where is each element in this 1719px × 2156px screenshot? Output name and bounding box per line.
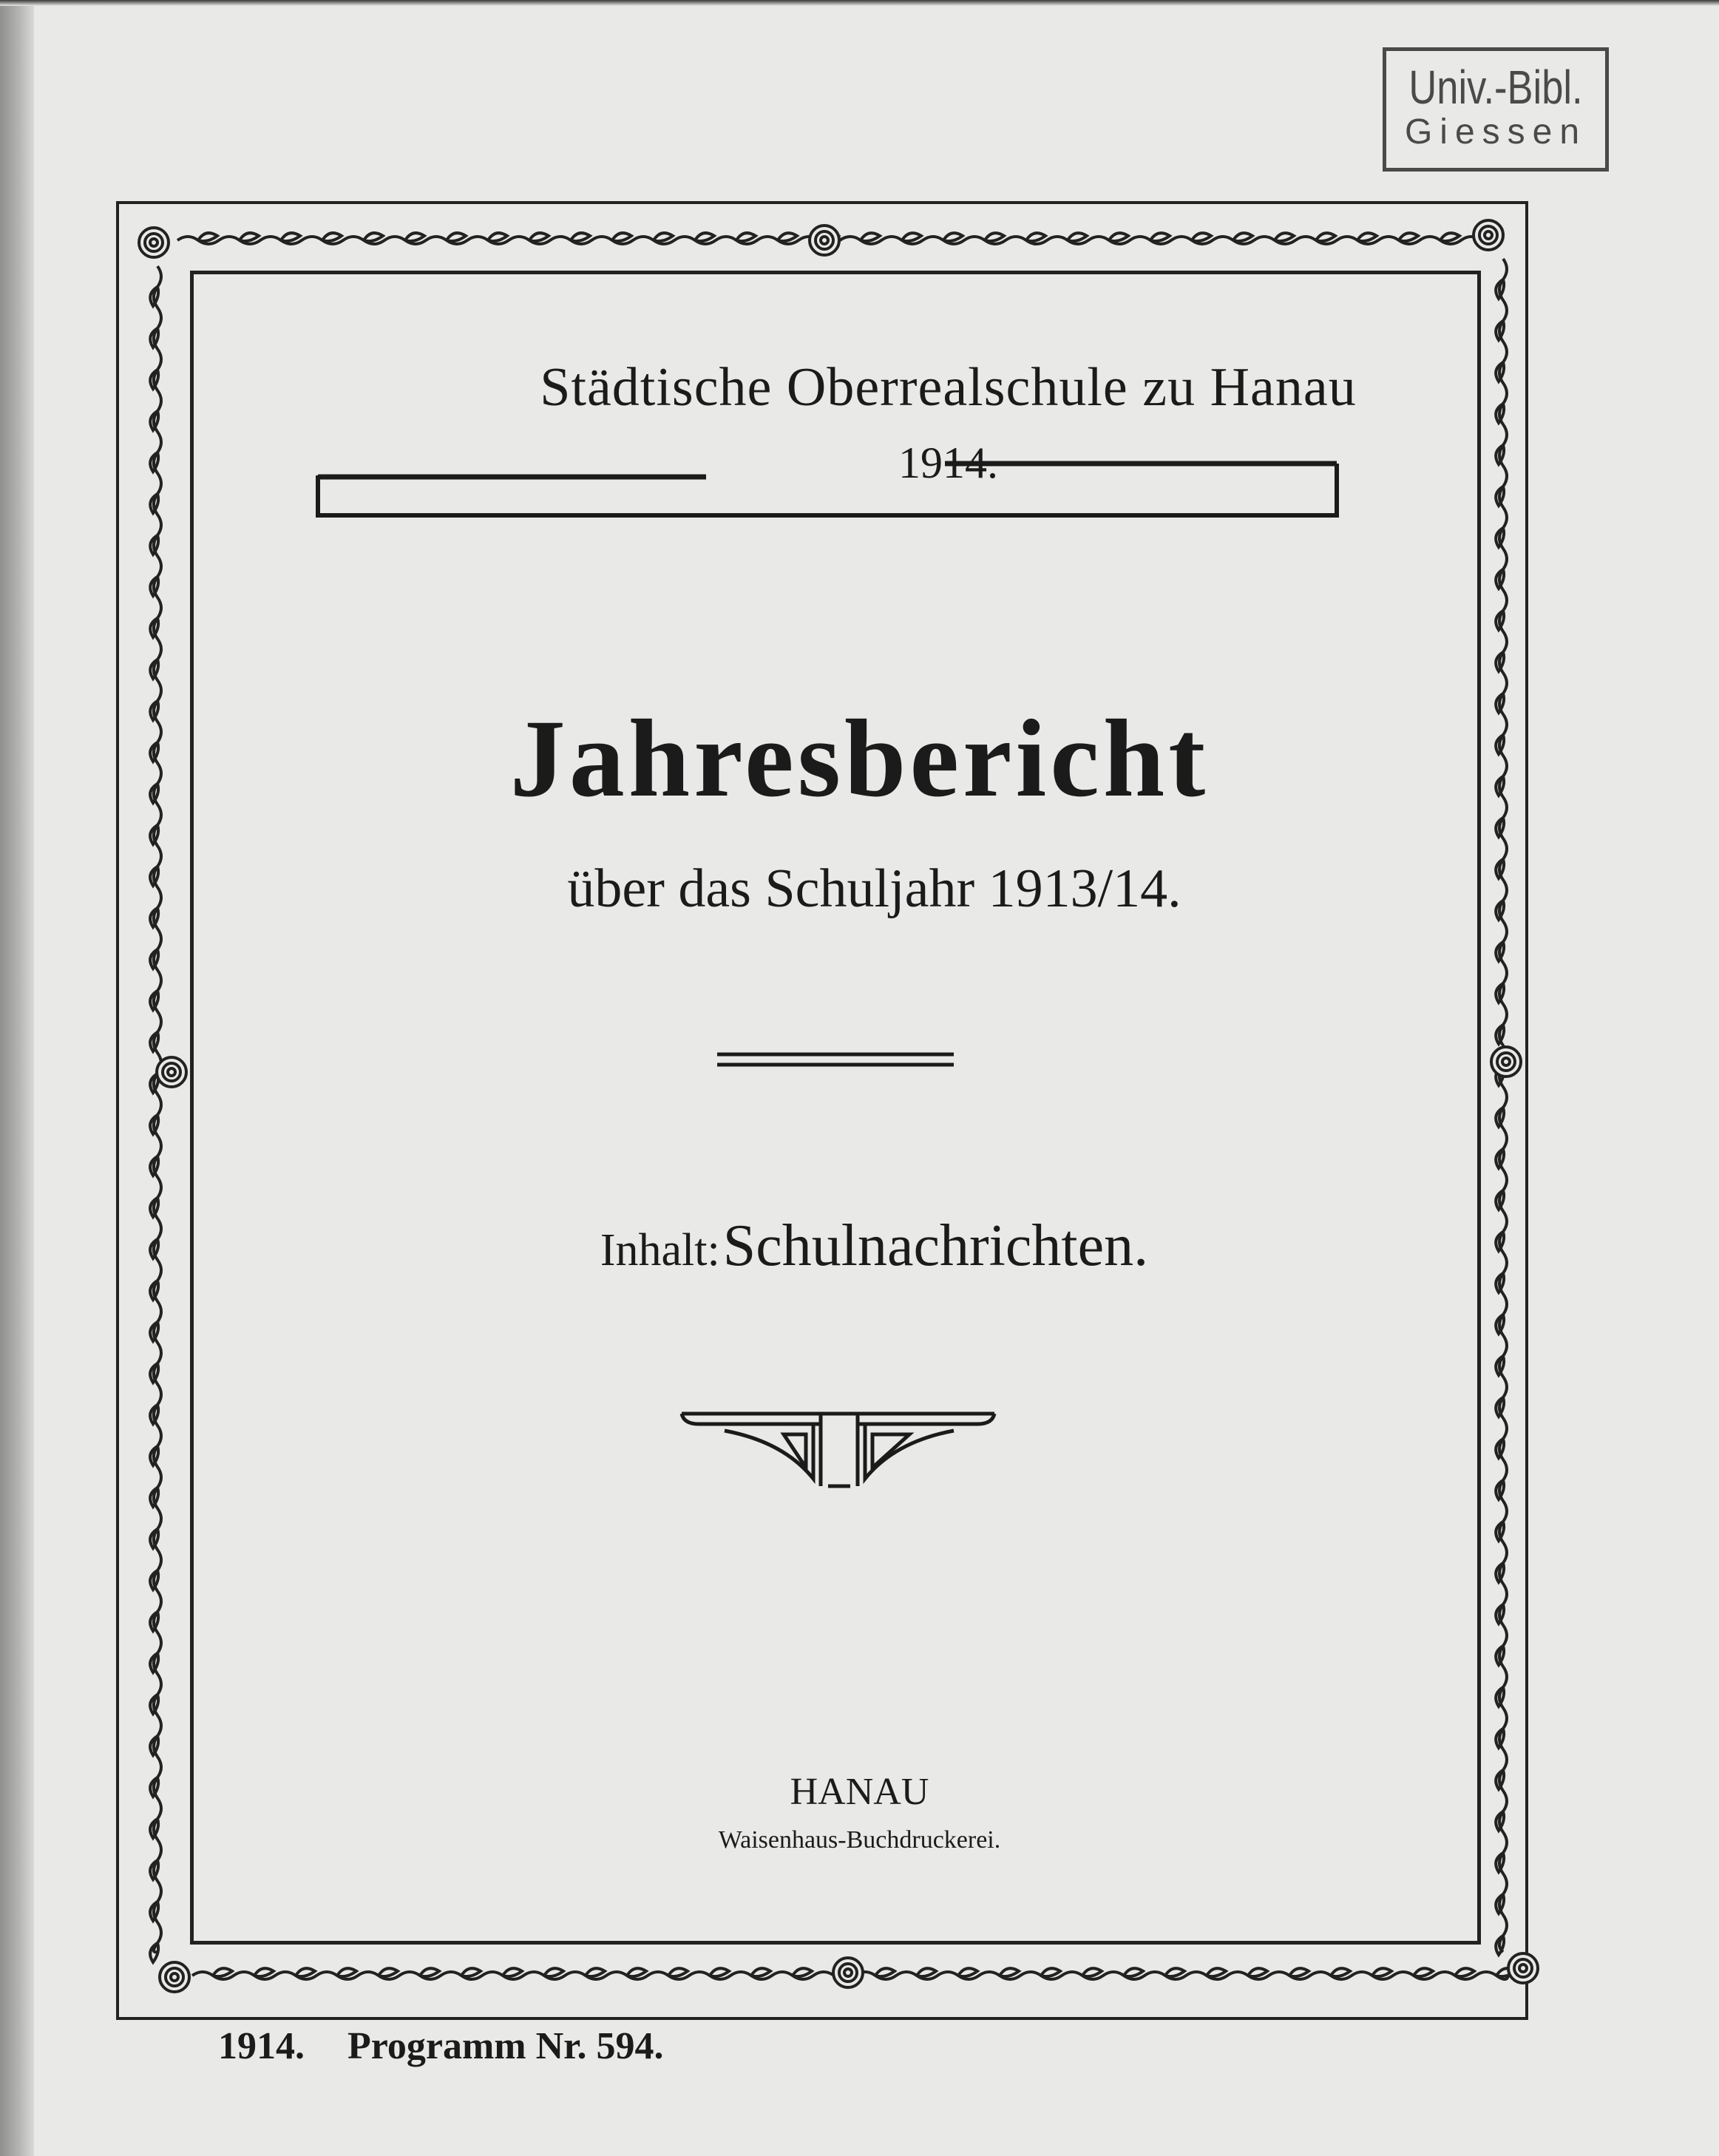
header-year: 1914. [898,438,998,487]
contents-line [15,1213,1719,1280]
footer-year: 1914. [218,2025,305,2067]
school-name: Städtische Oberrealschule zu Hanau [540,357,1357,418]
document-subtitle: über das Schuljahr 1913/14. [567,858,1181,919]
vine-right [1496,259,1507,1955]
printer-vignette-ornament [682,1414,994,1486]
stamp-line-1: Univ.-Bibl. [1408,61,1583,114]
vine-left [150,266,161,1962]
imprint-city: HANAU [790,1771,929,1813]
stamp-line-2: Giessen [1404,112,1587,152]
contents-value: Schulnachrichten. [722,1213,1149,1278]
document-title: Jahresbericht [509,697,1210,820]
imprint-printer: Waisenhaus-Buchdruckerei. [718,1826,1001,1854]
double-rule-divider [717,1054,954,1065]
contents-label: Inhalt: [600,1225,720,1275]
footer-program: Programm Nr. 594. [347,2025,664,2067]
footer-program-line [218,2024,663,2068]
